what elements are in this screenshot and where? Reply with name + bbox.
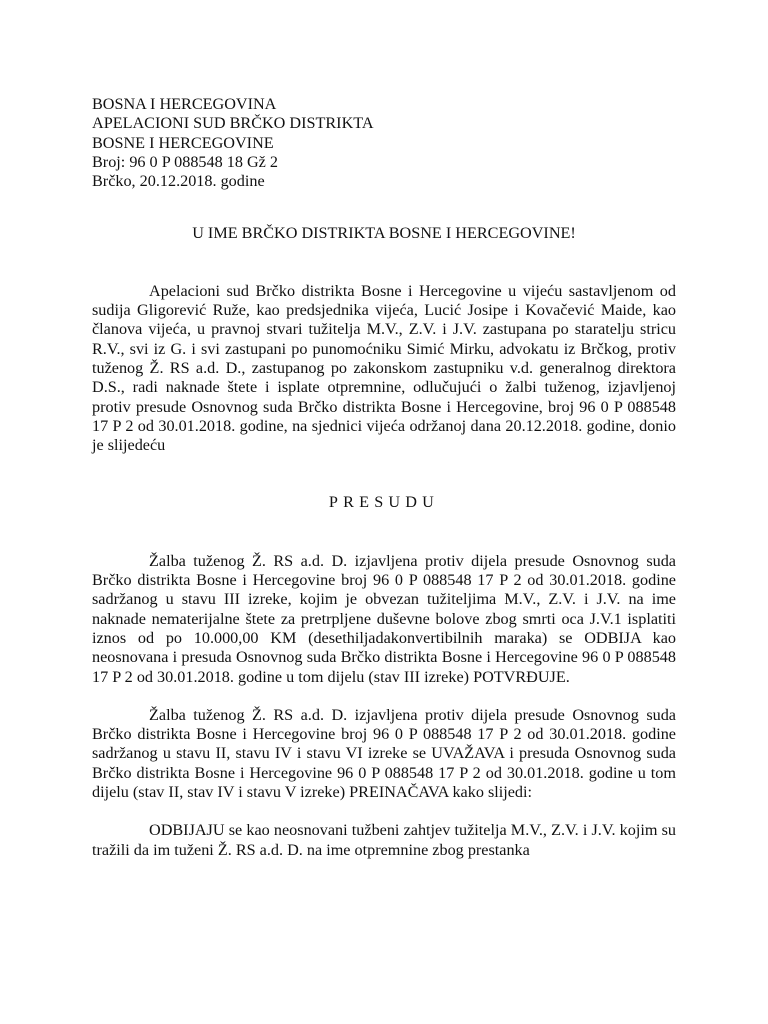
verdict-paragraph-2: Žalba tuženog Ž. RS a.d. D. izjavljena protiv dijela presude Osnovnog suda Brčko distrikta Bosne i Hercegovine broj 96 0 P 088548 17 P 2 od 30.01.2018. godine sadržanog u stavu II, stavu IV i stavu VI izreke se UVAŽAVA i presuda Osnovnog suda Brčko distrikta Bosne i Hercegovine 96 0 P 088548 17 P 2 od 30.01.2018. godine u tom dijelu (stav II, stav IV i stavu V izreke) PREINAČAVA kako slijedi:	[92, 705, 676, 802]
intro-paragraph: Apelacioni sud Brčko distrikta Bosne i Hercegovine u vijeću sastavljenom od sudija Gligorević Ruže, kao predsjednika vijeća, Lucić Josipe i Kovačević Maide, kao članova vijeća, u pravnoj stvari tužitelja M.V., Z.V. i J.V. zastupana po staratelju stricu R.V., svi iz G. i svi zastupani po punomoćniku Simić Mirku, advokatu iz Brčkog, protiv tuženog Ž. RS a.d. D., zastupanog po zakonskom zastupniku v.d. generalnog direktora D.S., radi naknade štete i isplate otpremnine, odlučujući o žalbi tuženog, izjavljenoj protiv presude Osnovnog suda Brčko distrikta Bosne i Hercegovine, broj 96 0 P 088548 17 P 2 od 30.01.2018. godine, na sjednici vijeća održanoj dana 20.12.2018. godine, donio je slijedeću	[92, 281, 676, 455]
case-number: Broj: 96 0 P 088548 18 Gž 2	[92, 152, 279, 171]
court-header	[92, 95, 676, 191]
verdict-paragraph-3: ODBIJAJU se kao neosnovani tužbeni zahtjev tužitelja M.V., Z.V. i J.V. kojim su tražili da im tuženi Ž. RS a.d. D. na ime otpremnine zbog prestanka	[92, 821, 676, 859]
place-date: Brčko, 20.12.2018. godine	[92, 172, 265, 191]
header-country: BOSNA I HERCEGOVINA	[92, 95, 277, 113]
document-page	[92, 95, 676, 860]
verdict-paragraph-1: Žalba tuženog Ž. RS a.d. D. izjavljena protiv dijela presude Osnovnog suda Brčko distrikta Bosne i Hercegovine broj 96 0 P 088548 17 P 2 od 30.01.2018. godine sadržanog u stavu III izreke, kojim je obvezan tužiteljima M.V., Z.V. i J.V. na ime naknade nematerijalne štete za pretrpljene duševne bolove zbog smrti oca J.V.1 isplatiti iznos od po 10.000,00 KM (desethiljadakonvertibilnih maraka) se ODBIJA kao neosnovana i presuda Osnovnog suda Brčko distrikta Bosne i Hercegovine 96 0 P 088548 17 P 2 od 30.01.2018. godine u tom dijelu (stav III izreke) POTVRĐUJE.	[92, 551, 676, 686]
header-court-cont: BOSNE I HERCEGOVINE	[92, 133, 274, 152]
verdict-heading: PRESUDU	[328, 493, 440, 512]
document-title: U IME BRČKO DISTRIKTA BOSNE I HERCEGOVINE!	[192, 224, 576, 243]
header-court: APELACIONI SUD BRČKO DISTRIKTA	[92, 114, 374, 133]
